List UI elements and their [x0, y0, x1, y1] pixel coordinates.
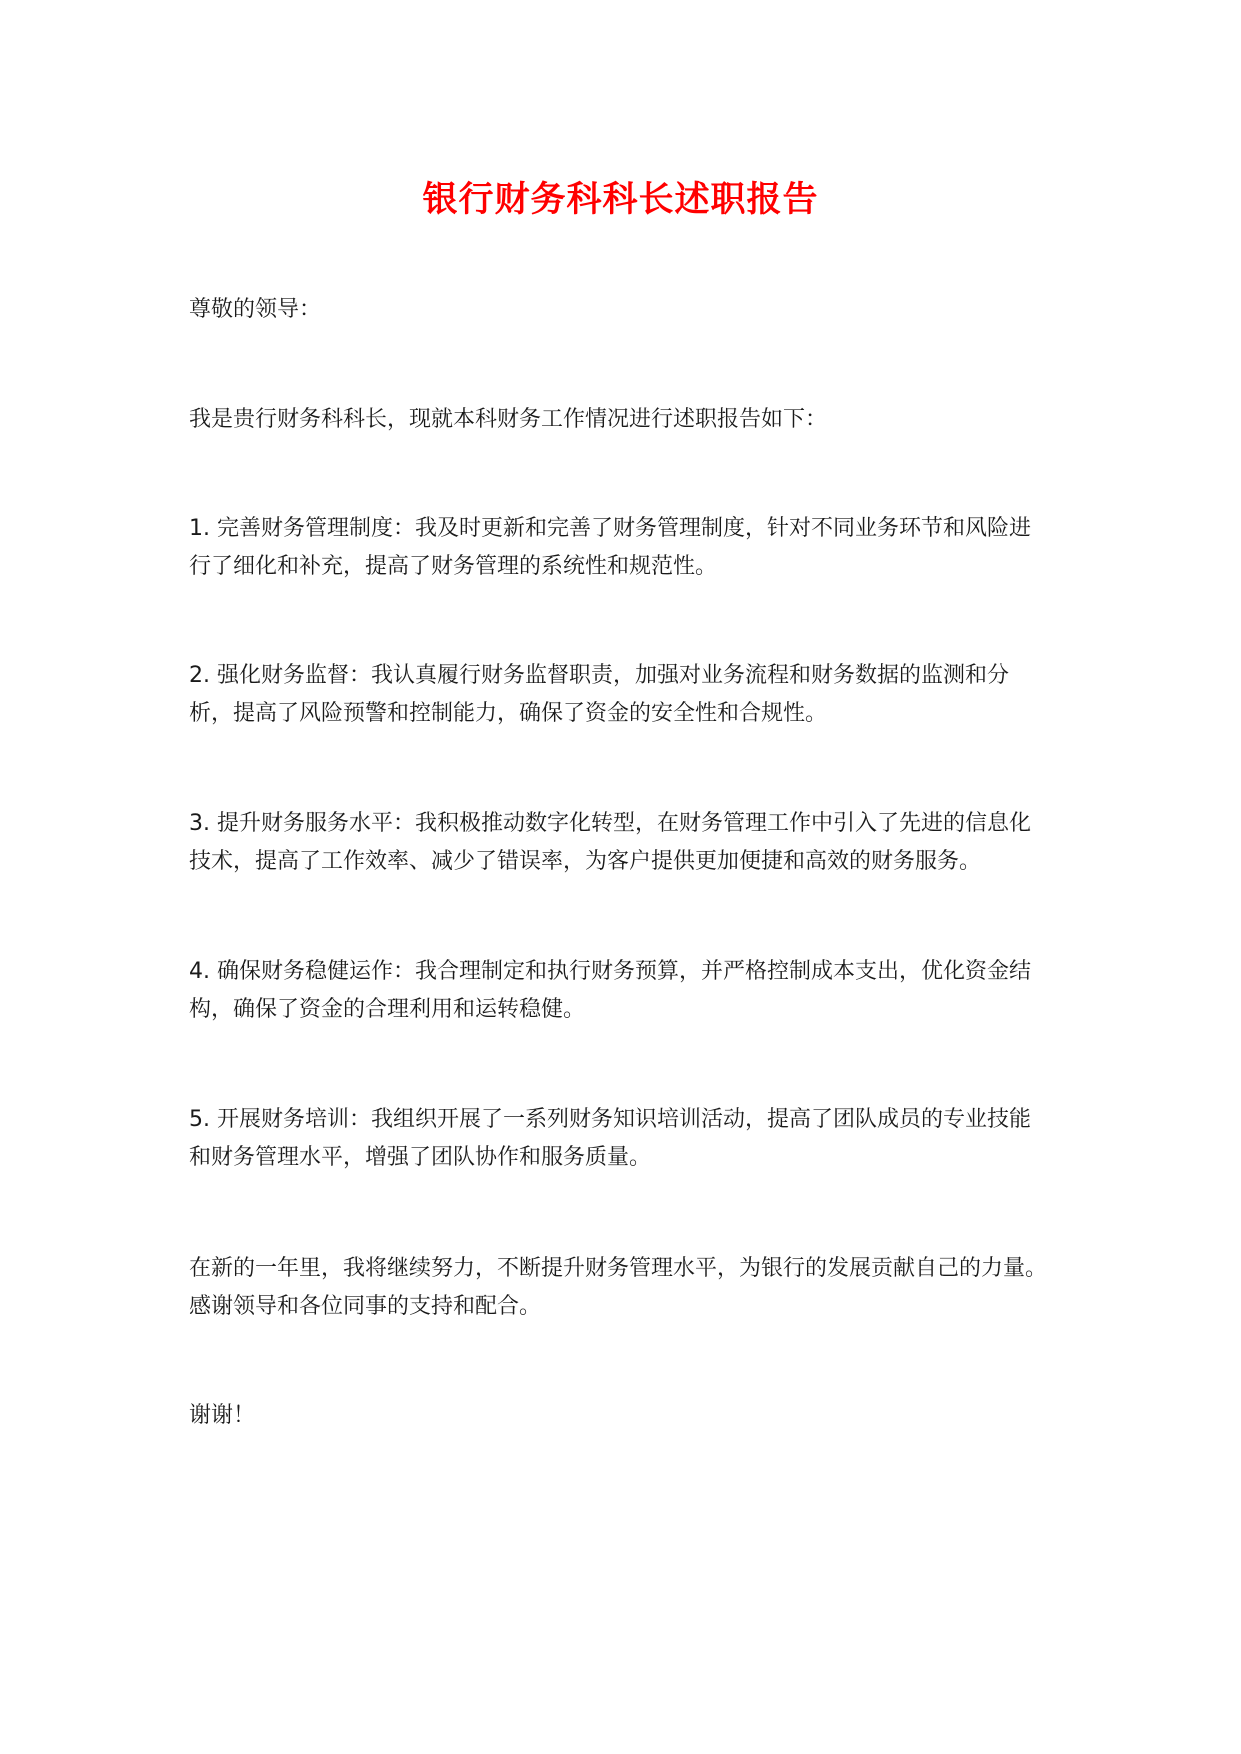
list-item: 5. 开展财务培训：我组织开展了一系列财务知识培训活动，提高了团队成员的专业技能和财务管理水平，增强了团队协作和服务质量。 [189, 1107, 1031, 1170]
list-item: 3. 提升财务服务水平：我积极推动数字化转型，在财务管理工作中引入了先进的信息化技术，提高了工作效率、减少了错误率，为客户提供更加便捷和高效的财务服务。 [189, 811, 1031, 874]
document-title: 银行财务科科长述职报告 [422, 180, 819, 220]
list-item: 4. 确保财务稳健运作：我合理制定和执行财务预算，并严格控制成本支出，优化资金结构，确保了资金的合理利用和运转稳健。 [189, 959, 1031, 1022]
closing-paragraph: 在新的一年里，我将继续努力，不断提升财务管理水平，为银行的发展贡献自己的力量。感谢领导和各位同事的支持和配合。 [189, 1256, 1048, 1319]
thanks-paragraph: 谢谢！ [189, 1403, 256, 1428]
list-item: 2. 强化财务监督：我认真履行财务监督职责，加强对业务流程和财务数据的监测和分析，提高了风险预警和控制能力，确保了资金的安全性和合规性。 [189, 663, 1009, 726]
intro-paragraph: 我是贵行财务科科长，现就本科财务工作情况进行述职报告如下： [189, 407, 828, 432]
list-item: 1. 完善财务管理制度：我及时更新和完善了财务管理制度，针对不同业务环节和风险进行了细化和补充，提高了财务管理的系统性和规范性。 [189, 516, 1031, 579]
greeting-paragraph: 尊敬的领导： [189, 297, 322, 322]
